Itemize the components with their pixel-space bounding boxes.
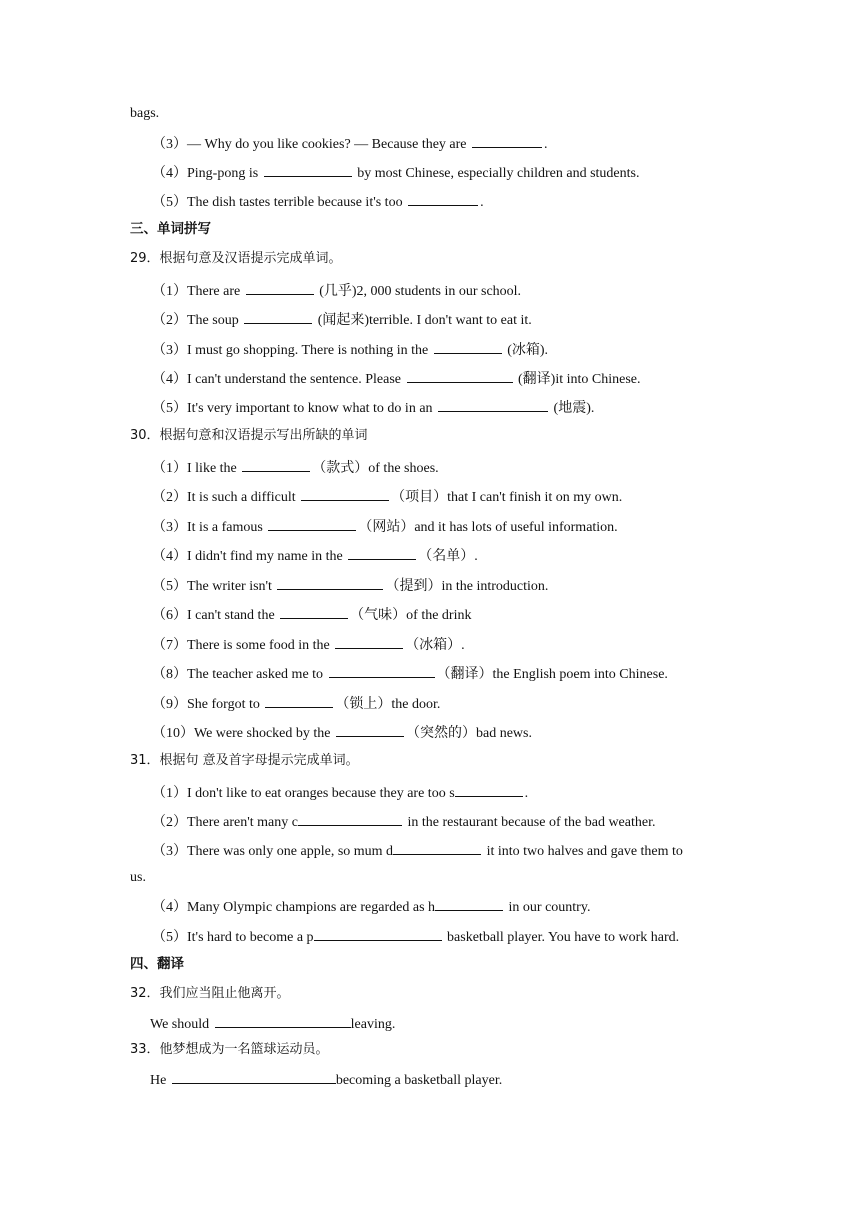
answer-blank[interactable]	[472, 133, 542, 148]
question-29-2: （2）The soup (闻起来)terrible. I don't want to eat it.	[152, 309, 532, 330]
question-33-title: 33．他梦想成为一名篮球运动员。	[130, 1042, 329, 1057]
question-30-2: （2）It is such a difficult （项目）that I can't finish it on my own.	[152, 486, 622, 507]
answer-blank[interactable]	[393, 840, 481, 855]
question-31-4: （4）Many Olympic champions are regarded as h in our country.	[152, 896, 590, 917]
question-29-3: （3）I must go shopping. There is nothing in the (冰箱).	[152, 339, 548, 360]
answer-blank[interactable]	[280, 604, 348, 619]
section-heading: 四、翻译	[130, 956, 184, 972]
answer-blank[interactable]	[455, 782, 523, 797]
answer-blank[interactable]	[407, 368, 513, 383]
question-31-5: （5）It's hard to become a p basketball player. You have to work hard.	[152, 926, 679, 947]
answer-blank[interactable]	[438, 397, 548, 412]
answer-blank[interactable]	[335, 634, 403, 649]
answer-blank[interactable]	[172, 1069, 336, 1084]
answer-blank[interactable]	[408, 191, 478, 206]
question-30-9: （9）She forgot to （锁上）the door.	[152, 693, 440, 714]
question-33-answer: He becoming a basketball player.	[150, 1069, 502, 1090]
answer-blank[interactable]	[298, 811, 402, 826]
answer-blank[interactable]	[301, 486, 389, 501]
question-30-10: （10）We were shocked by the （突然的）bad news.	[152, 722, 532, 743]
answer-blank[interactable]	[314, 926, 442, 941]
answer-blank[interactable]	[277, 575, 383, 590]
section-heading: 三、单词拼写	[130, 221, 211, 237]
question-28-3: （3）— Why do you like cookies? — Because they are .	[152, 133, 548, 154]
answer-blank[interactable]	[246, 280, 314, 295]
question-28-5: （5）The dish tastes terrible because it's too .	[152, 191, 484, 212]
question-31-title: 31．根据句 意及首字母提示完成单词。	[130, 753, 359, 768]
question-30-6: （6）I can't stand the （气味）of the drink	[152, 604, 472, 625]
question-29-5: （5）It's very important to know what to do in an (地震).	[152, 397, 594, 418]
question-30-1: （1）I like the （款式）of the shoes.	[152, 457, 439, 478]
question-30-title: 30．根据句意和汉语提示写出所缺的单词	[130, 428, 368, 443]
answer-blank[interactable]	[348, 545, 416, 560]
question-29-4: （4）I can't understand the sentence. Please (翻译)it into Chinese.	[152, 368, 641, 389]
question-30-3: （3）It is a famous （网站）and it has lots of useful information.	[152, 516, 618, 537]
text-line: bags.	[130, 106, 160, 121]
question-29-title: 29．根据句意及汉语提示完成单词。	[130, 251, 342, 266]
answer-blank[interactable]	[215, 1013, 351, 1028]
question-31-3: （3）There was only one apple, so mum d it into two halves and gave them to	[152, 840, 683, 861]
question-30-7: （7）There is some food in the （冰箱）.	[152, 634, 465, 655]
answer-blank[interactable]	[244, 309, 312, 324]
answer-blank[interactable]	[435, 896, 503, 911]
question-28-4: （4）Ping-pong is by most Chinese, especially children and students.	[152, 162, 639, 183]
answer-blank[interactable]	[265, 693, 333, 708]
answer-blank[interactable]	[434, 339, 502, 354]
question-31-1: （1）I don't like to eat oranges because they are too s .	[152, 782, 528, 803]
answer-blank[interactable]	[264, 162, 352, 177]
answer-blank[interactable]	[268, 516, 356, 531]
answer-blank[interactable]	[336, 722, 404, 737]
question-30-5: （5）The writer isn't （提到）in the introduction.	[152, 575, 548, 596]
question-32-answer: We should leaving.	[150, 1013, 395, 1034]
text-line: us.	[130, 870, 146, 885]
question-29-1: （1）There are (几乎)2, 000 students in our school.	[152, 280, 521, 301]
answer-blank[interactable]	[242, 457, 310, 472]
question-31-2: （2）There aren't many c in the restaurant because of the bad weather.	[152, 811, 655, 832]
question-30-8: （8）The teacher asked me to （翻译）the English poem into Chinese.	[152, 663, 668, 684]
question-30-4: （4）I didn't find my name in the （名单）.	[152, 545, 478, 566]
question-32-title: 32．我们应当阻止他离开。	[130, 986, 290, 1001]
answer-blank[interactable]	[329, 663, 435, 678]
